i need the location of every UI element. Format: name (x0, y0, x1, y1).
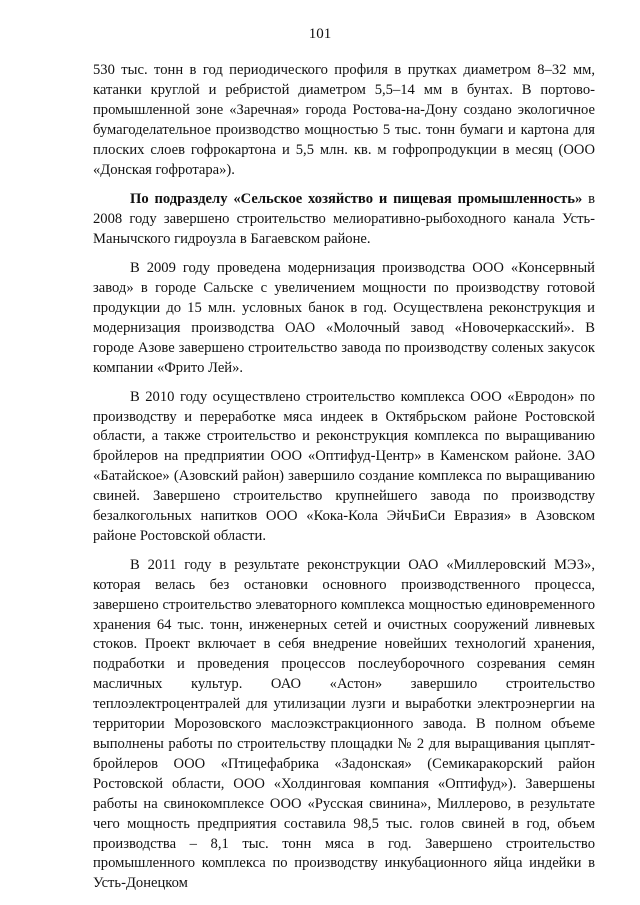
paragraph-2011 (93, 556, 595, 894)
paragraph-agriculture-intro (93, 190, 595, 250)
page-number: 101 (308, 26, 332, 42)
paragraph-metallurgy-paper (93, 61, 595, 180)
paragraph-text: В 2009 году проведена модернизация производства ООО «Консервный завод» в городе Сальске с увеличением мощности по производству готовой продукции до 15 млн. условных банок в год. Осуществлена реконструкция и модернизация производства ОАО «Молочный завод «Новочеркасский». В городе Азове завершено строительство завода по производству соленых закусок компании «Фрито Лей». (93, 260, 595, 376)
paragraph-text: В 2011 году в результате реконструкции ОАО «Миллеровский МЭЗ», которая велась без остановки основного производственного процесса, завершено строительство элеваторного комплекса мощностью единовременного хранения 64 тыс. тонн, инженерных сетей и очистных сооружений ливневых стоков. Проект включает в себя внедрение новейших технологий хранения, подработки и проведения процессов послеуборочного созревания семян масличных культур. ОАО «Астон» завершило строительство теплоэлектроцентралей для утилизации лузги и выработки электроэнергии на территории Морозовского маслоэкстракционного завода. В полном объеме выполнены работы по строительству площадки № 2 для выращивания цыплят-бройлеров ООО «Птицефабрика «Задонская» (Семикаракорский район Ростовской области, ООО «Холдинговая компания «Оптифуд»). Завершены работы на свинокомплексе ООО «Русская свинина», Миллерово, в результате чего мощность предприятия составила 98,5 тыс. голов свиней в год, объем производства – 8,1 тыс. тонн мяса в год. Завершено строительство промышленного комплекса по производству инкубационного яйца индейки в Усть-Донецком (93, 556, 595, 892)
paragraph-2009 (93, 259, 595, 378)
paragraph-text: в 2008 году завершено строительство мелиоративно-рыбоходного канала Усть-Манычского гидроузла в Багаевском районе. (93, 191, 595, 248)
section-lead-heading: По подразделу «Сельское хозяйство и пищевая промышленность» (130, 191, 583, 208)
paragraph-text: В 2010 году осуществлено строительство комплекса ООО «Евродон» по производству и переработке мяса индеек в Октябрьском районе Ростовской области, а также строительство и реконструкция комплекса по выращиванию бройлеров на предприятии ООО «Оптифуд-Центр» в Каменском районе. ЗАО «Батайское» (Азовский район) завершило создание комплекса по выращиванию свиней. Завершено строительство крупнейшего завода по производству безалкогольных напитков ООО «Кока-Кола ЭйчБиСи Евразия» в Азовском районе Ростовской области. (93, 388, 595, 544)
paragraph-text: 530 тыс. тонн в год периодического профиля в прутках диаметром 8–32 мм, катанки круглой и ребристой диаметром 5,5–14 мм в бунтах. В портово-промышленной зоне «Заречная» города Ростова-на-Дону создано экологичное бумагоделательное производство мощностью 5 тыс. тонн бумаги и картона для плоских слоев гофрокартона и 5,5 млн. кв. м гофропродукции в месяц (ООО «Донская гофротара»). (93, 62, 595, 178)
body-text (93, 61, 595, 894)
paragraph-2010 (93, 388, 595, 547)
